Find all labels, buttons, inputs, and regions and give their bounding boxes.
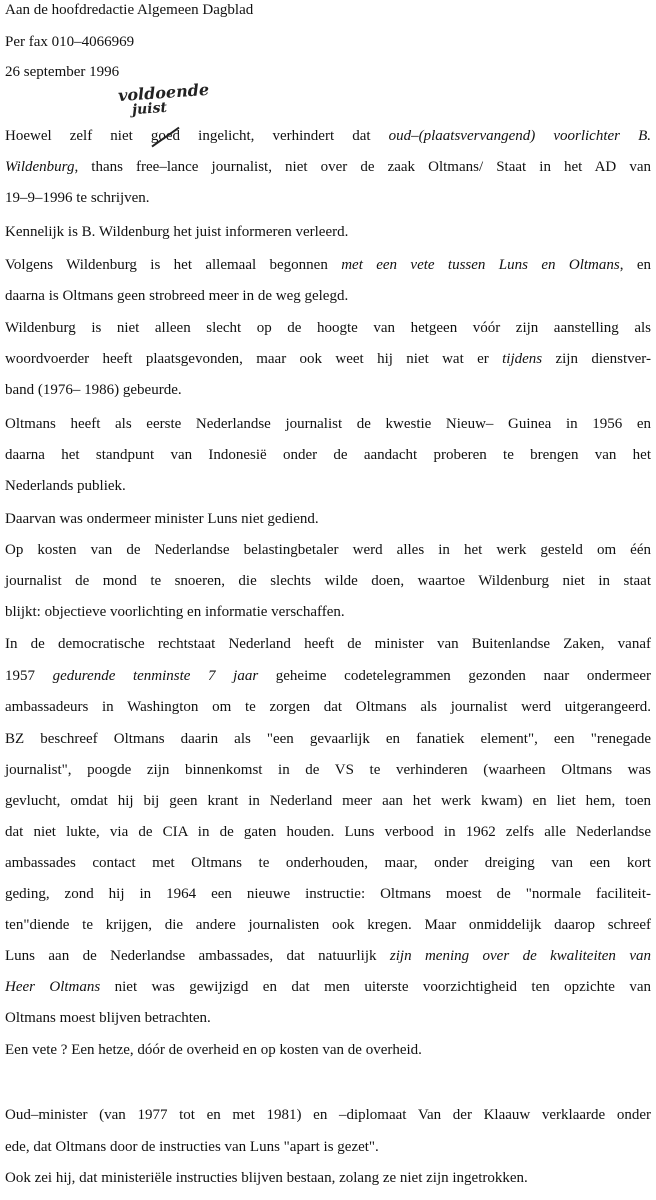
paragraph-8-line-11 — [5, 946, 651, 966]
handwritten-insert-juist: juist — [131, 99, 168, 119]
text-run: Volgens Wildenburg is het allemaal begonnen — [5, 257, 342, 273]
italic-run: tijdens — [502, 351, 543, 367]
paragraph-2-line-1: Kennelijk is B. Wildenburg het juist informeren verleerd. — [5, 224, 349, 240]
paragraph-4-line-1: Wildenburg is niet alleen slecht op de hoogte van hetgeen vóór zijn aanstelling als — [5, 320, 651, 336]
paragraph-8-line-5: journalist", poogde zijn binnenkomst in de VS te verhinderen (waarheen Oltmans was — [5, 762, 651, 778]
recipient-line: Aan de hoofdredactie Algemeen Dagblad — [5, 2, 254, 18]
paragraph-8-line-12 — [5, 977, 651, 997]
paragraph-8-line-13: Oltmans moest blijven betrachten. — [5, 1010, 211, 1026]
paragraph-5-line-1: Oltmans heeft als eerste Nederlandse journalist de kwestie Nieuw– Guinea in 1956 en — [5, 416, 651, 432]
paragraph-9-line-1: Een vete ? Een hetze, dóór de overheid en op kosten van de overheid. — [5, 1042, 422, 1058]
text-run: , en — [619, 257, 651, 273]
text-run: ingelicht, verhindert dat — [180, 128, 389, 144]
text-run: Luns aan de Nederlandse ambassades, dat natuurlijk — [5, 948, 390, 964]
paragraph-10-line-3: Ook zei hij, dat ministeriële instructies blijven bestaan, zolang ze niet zijn ingetrokken. — [5, 1170, 528, 1186]
paragraph-7-line-2: journalist de mond te snoeren, die slechts wilde doen, waartoe Wildenburg niet in staat — [5, 573, 651, 589]
paragraph-5-line-3: Nederlands publiek. — [5, 478, 126, 494]
paragraph-8-line-7: dat niet lukte, via de CIA in de gaten houden. Luns verbood in 1962 zelfs alle Nederlandse — [5, 824, 651, 840]
paragraph-8-line-6: gevlucht, omdat hij bij geen krant in Nederland meer aan het werk kwam) en liet hem, toen — [5, 793, 651, 809]
paragraph-3-line-1 — [5, 255, 651, 275]
text-run: woordvoerder heeft plaatsgevonden, maar ook weet hij niet wat er — [5, 351, 503, 367]
paragraph-7-line-3: blijkt: objectieve voorlichting en informatie verschaffen. — [5, 604, 345, 620]
text-run: geheime codetelegrammen gezonden naar ondermeer — [258, 668, 652, 684]
paragraph-4-line-3: band (1976– 1986) gebeurde. — [5, 382, 182, 398]
paragraph-1-line-1 — [5, 126, 651, 146]
paragraph-8-line-3: ambassadeurs in Washington om te zorgen dat Oltmans als journalist werd uitgerangeerd. — [5, 699, 651, 715]
paragraph-1-line-3: 19–9–1996 te schrijven. — [5, 190, 150, 206]
paragraph-8-line-9: geding, zond hij in 1964 een nieuwe instructie: Oltmans moest de "normale faciliteit- — [5, 886, 651, 902]
paragraph-8-line-8: ambassades contact met Oltmans te onderhouden, maar, onder dreiging van een kort — [5, 855, 651, 871]
paragraph-7-line-1: Op kosten van de Nederlandse belastingbetaler werd alles in het werk gesteld om één — [5, 542, 651, 558]
text-run: 1957 — [5, 668, 53, 684]
italic-run: zijn mening over de kwaliteiten van — [389, 948, 651, 964]
paragraph-8-line-2 — [5, 666, 651, 686]
text-run: zijn dienstver- — [542, 351, 651, 367]
text-run: Hoewel zelf niet — [5, 128, 151, 144]
paragraph-10-line-2: ede, dat Oltmans door de instructies van Luns "apart is gezet". — [5, 1139, 379, 1155]
italic-run: Wildenburg — [5, 159, 75, 175]
paragraph-4-line-2 — [5, 349, 651, 369]
text-run: niet was gewijzigd en dat men uiterste voorzichtigheid ten opzichte van — [100, 979, 652, 995]
paragraph-3-line-2: daarna is Oltmans geen strobreed meer in de weg gelegd. — [5, 288, 349, 304]
paragraph-6-line-1: Daarvan was ondermeer minister Luns niet gediend. — [5, 511, 319, 527]
date-line: 26 september 1996 — [5, 64, 120, 80]
fax-number-line: Per fax 010–4066969 — [5, 34, 135, 50]
text-run: , thans free–lance journalist, niet over de zaak Oltmans/ Staat in het AD van — [74, 159, 651, 175]
paragraph-5-line-2: daarna het standpunt van Indonesië onder de aandacht proberen te brengen van het — [5, 447, 651, 463]
handwritten-insert-voldoende: voldoende — [117, 79, 210, 106]
italic-run: oud–(plaatsvervangend) voorlichter B. — [388, 128, 651, 144]
struck-word: goed — [150, 128, 181, 144]
paragraph-8-line-1: In de democratische rechtstaat Nederland heeft de minister van Buitenlandse Zaken, vanaf — [5, 636, 651, 652]
paragraph-8-line-10: ten"diende te krijgen, die andere journalisten ook kregen. Maar onmiddelijk daarop schreef — [5, 917, 651, 933]
italic-run: met een vete tussen Luns en Oltmans — [341, 257, 620, 273]
paragraph-1-line-2 — [5, 157, 651, 177]
paragraph-10-line-1: Oud–minister (van 1977 tot en met 1981) en –diplomaat Van der Klaauw verklaarde onder — [5, 1107, 651, 1123]
paragraph-8-line-4: BZ beschreef Oltmans daarin als "een gevaarlijk en fanatiek element", een "renegade — [5, 731, 651, 747]
italic-run: Heer Oltmans — [5, 979, 101, 995]
italic-run: gedurende tenminste 7 jaar — [52, 668, 259, 684]
